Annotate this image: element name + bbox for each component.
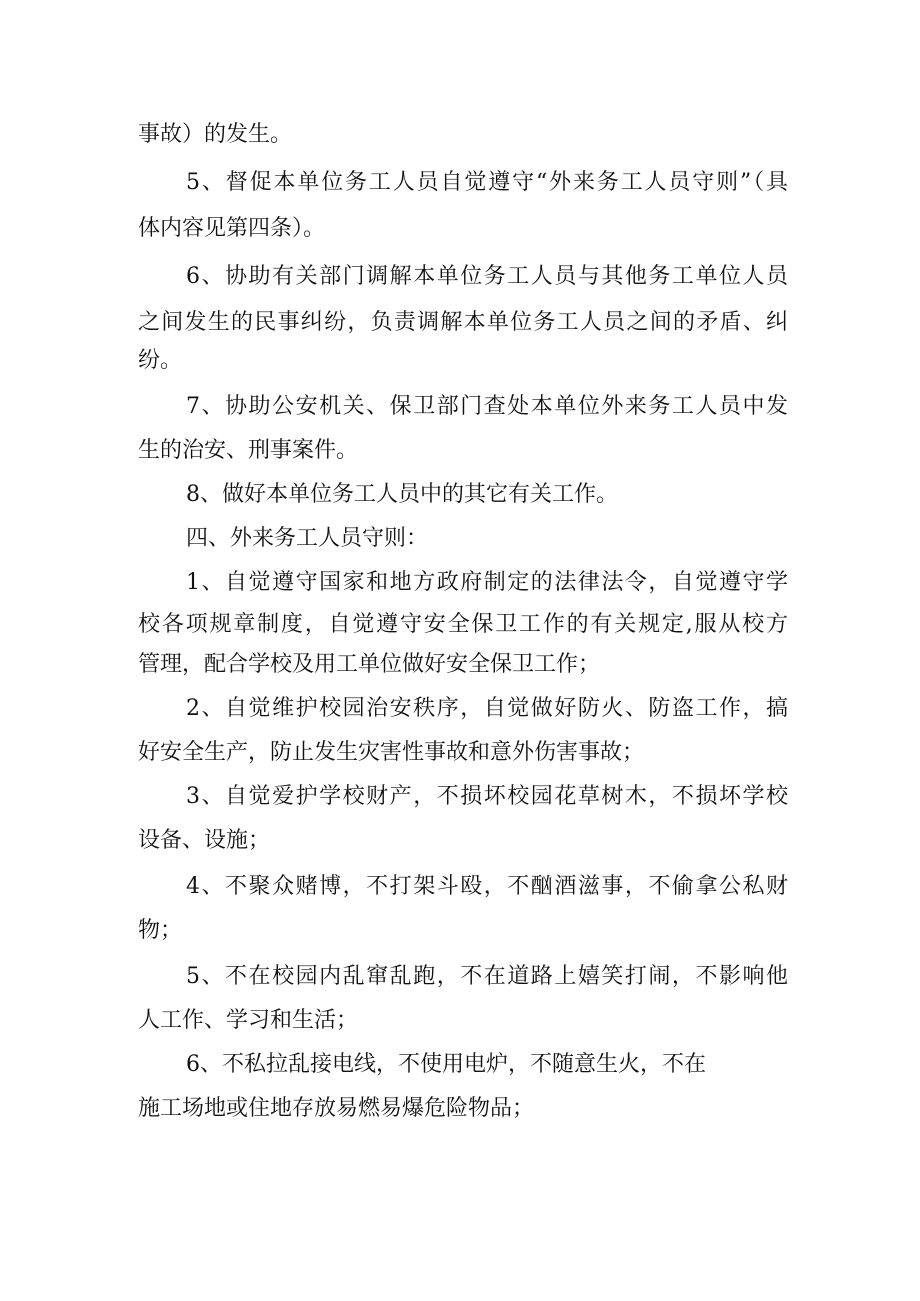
paragraph-line: 5、督促本单位务工人员自觉遵守“外来务工人员守则”（具 [186, 170, 788, 195]
paragraph-line: 5、不在校园内乱窜乱跑，不在道路上嬉笑打闹，不影响他 [186, 964, 788, 989]
text-line: 事故）的发生。 [138, 122, 293, 147]
paragraph-line: 1、自觉遵守国家和地方政府制定的法律法令，自觉遵守学 [186, 570, 788, 595]
text-line: 人工作、学习和生活； [138, 1008, 359, 1033]
text-line: 校各项规章制度，自觉遵守安全保卫工作的有关规定,服从校方 [138, 612, 788, 637]
text-line: 生的治安、刑事案件。 [138, 438, 359, 463]
paragraph-line: 6、协助有关部门调解本单位务工人员与其他务工单位人员 [186, 264, 788, 289]
text-line: 纷。 [138, 348, 183, 373]
paragraph-line: 7、协助公安机关、保卫部门查处本单位外来务工人员中发 [186, 394, 788, 419]
text-line: 物； [138, 918, 183, 943]
paragraph-line: 3、自觉爱护学校财产，不损坏校园花草树木，不损坏学校 [186, 784, 788, 809]
text-line: 设备、设施； [138, 828, 271, 853]
text-line: 好安全生产，防止发生灾害性事故和意外伤害事故； [138, 740, 645, 765]
paragraph-line: 6、不私拉乱接电线，不使用电炉，不随意生火，不在 [186, 1052, 706, 1077]
paragraph-line: 8、做好本单位务工人员中的其它有关工作。 [186, 482, 618, 507]
text-line: 之间发生的民事纠纷，负责调解本单位务工人员之间的矛盾、纠 [138, 310, 788, 335]
paragraph-line: 2、自觉维护校园治安秩序，自觉做好防火、防盗工作，搞 [186, 696, 788, 721]
section-heading: 四、外来务工人员守则： [186, 526, 429, 551]
text-line: 管理，配合学校及用工单位做好安全保卫工作； [138, 652, 601, 677]
text-line: 体内容见第四条）。 [138, 216, 326, 241]
text-line: 施工场地或住地存放易燃易爆危险物品； [138, 1096, 535, 1121]
paragraph-line: 4、不聚众赌博，不打架斗殴，不酗酒滋事，不偷拿公私财 [186, 874, 788, 899]
